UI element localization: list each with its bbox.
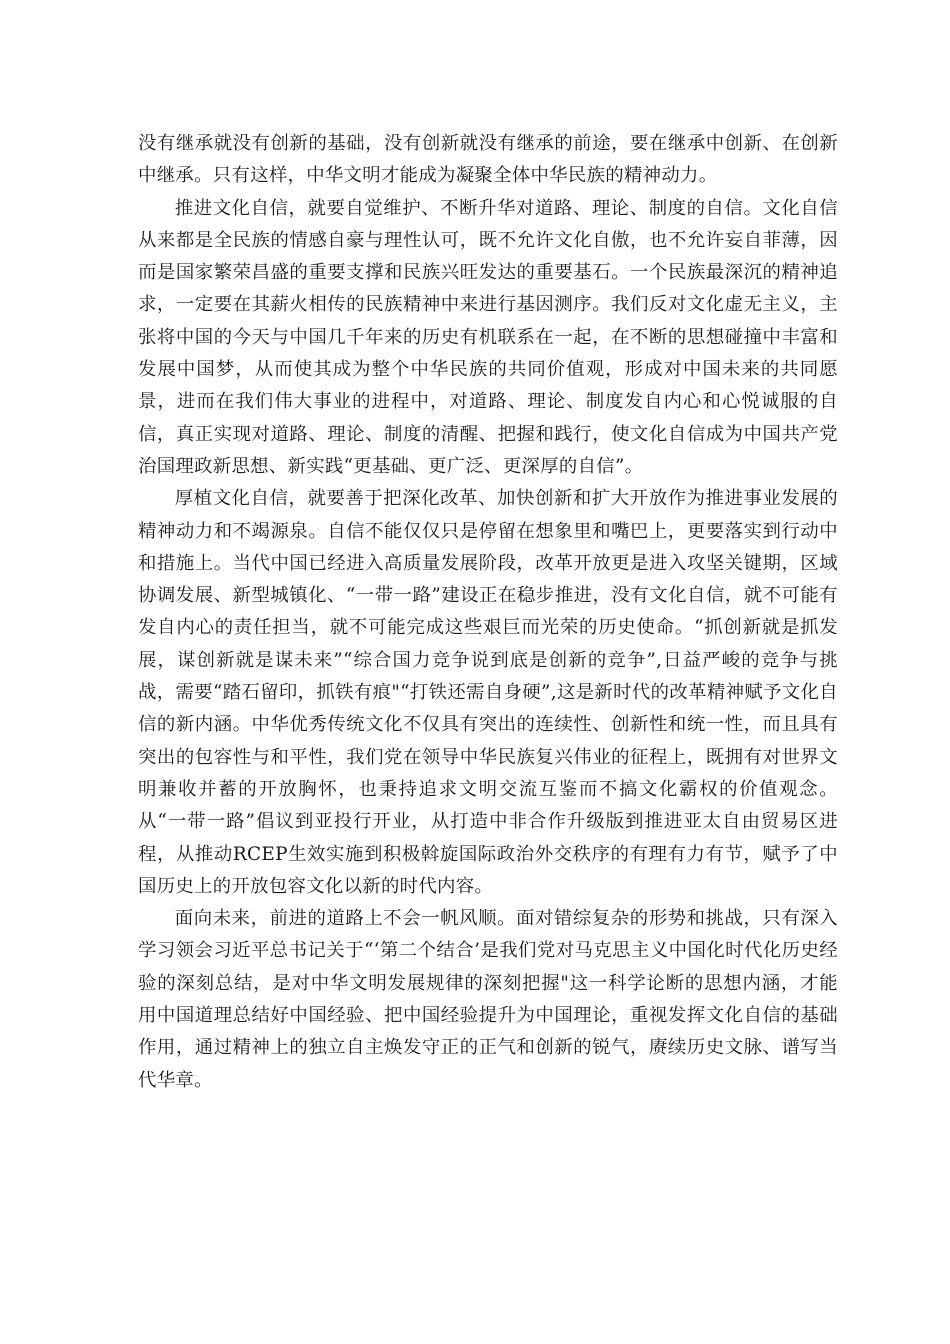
paragraph-1: 没有继承就没有创新的基础，没有创新就没有继承的前途，要在继承中创新、在创新中继承。只有这样，中华文明才能成为凝聚全体中华民族的精神动力。 bbox=[138, 133, 838, 187]
paragraph-3: 厚植文化自信，就要善于把深化改革、加快创新和扩大开放作为推进事业发展的精神动力和不竭源泉。自信不能仅仅只是停留在想象里和嘴巴上，更要落实到行动中和措施上。当代中国已经进入高质量发展阶段，改革开放更是进入攻坚关键期，区域协调发展、新型城镇化、“一带一路”建设正在稳步推进，没有文化自信，就不可能有发自内心的责任担当，就不可能完成这些艰巨而光荣的历史使命。“抓创新就是抓发展，谋创新就是谋未来”“综合国力竞争说到底是创新的竞争”,日益严峻的竞争与挑战，需要“踏石留印，抓铁有痕"“打铁还需自身硬”,这是新时代的改革精神赋予文化自信的新内涵。中华优秀传统文化不仅具有突出的连续性、创新性和统一性，而且具有突出的包容性与和平性，我们党在领导中华民族复兴伟业的征程上，既拥有对世界文明兼收并蓄的开放胸怀，也秉持追求文明交流互鉴而不搞文化霸权的价值观念。从“一带一路”倡议到亚投行开业，从打造中非合作升级版到推进亚太自由贸易区进程，从推动RCEP生效实施到积极斡旋国际政治外交秩序的有理有力有节，赋予了中国历史上的开放包容文化以新的时代内容。 bbox=[138, 488, 838, 897]
paragraph-2: 推进文化自信，就要自觉维护、不断升华对道路、理论、制度的自信。文化自信从来都是全民族的情感自豪与理性认可，既不允许文化自傲，也不允许妄自菲薄，因而是国家繁荣昌盛的重要支撑和民族兴旺发达的重要基石。一个民族最深沉的精神追求，一定要在其薪火相传的民族精神中来进行基因测序。我们反对文化虚无主义，主张将中国的今天与中国几千年来的历史有机联系在一起，在不断的思想碰撞中丰富和发展中国梦，从而使其成为整个中华民族的共同价值观，形成对中国未来的共同愿景，进而在我们伟大事业的进程中，对道路、理论、制度发自内心和心悦诚服的自信，真正实现对道路、理论、制度的清醒、把握和践行，使文化自信成为中国共产党治国理政新思想、新实践“更基础、更广泛、更深厚的自信”。 bbox=[138, 197, 838, 477]
body-text bbox=[138, 128, 838, 1097]
paragraph-4: 面向未来，前进的道路上不会一帆风顺。面对错综复杂的形势和挑战，只有深入学习领会习近平总书记关于“‘第二个结合’是我们党对马克思主义中国化时代化历史经验的深刻总结，是对中华文明发展规律的深刻把握"这一科学论断的思想内涵，才能用中国道理总结好中国经验、把中国经验提升为中国理论，重视发挥文化自信的基础作用，通过精神上的独立自主焕发守正的正气和创新的锐气，赓续历史文脉、谱写当代华章。 bbox=[138, 908, 838, 1091]
